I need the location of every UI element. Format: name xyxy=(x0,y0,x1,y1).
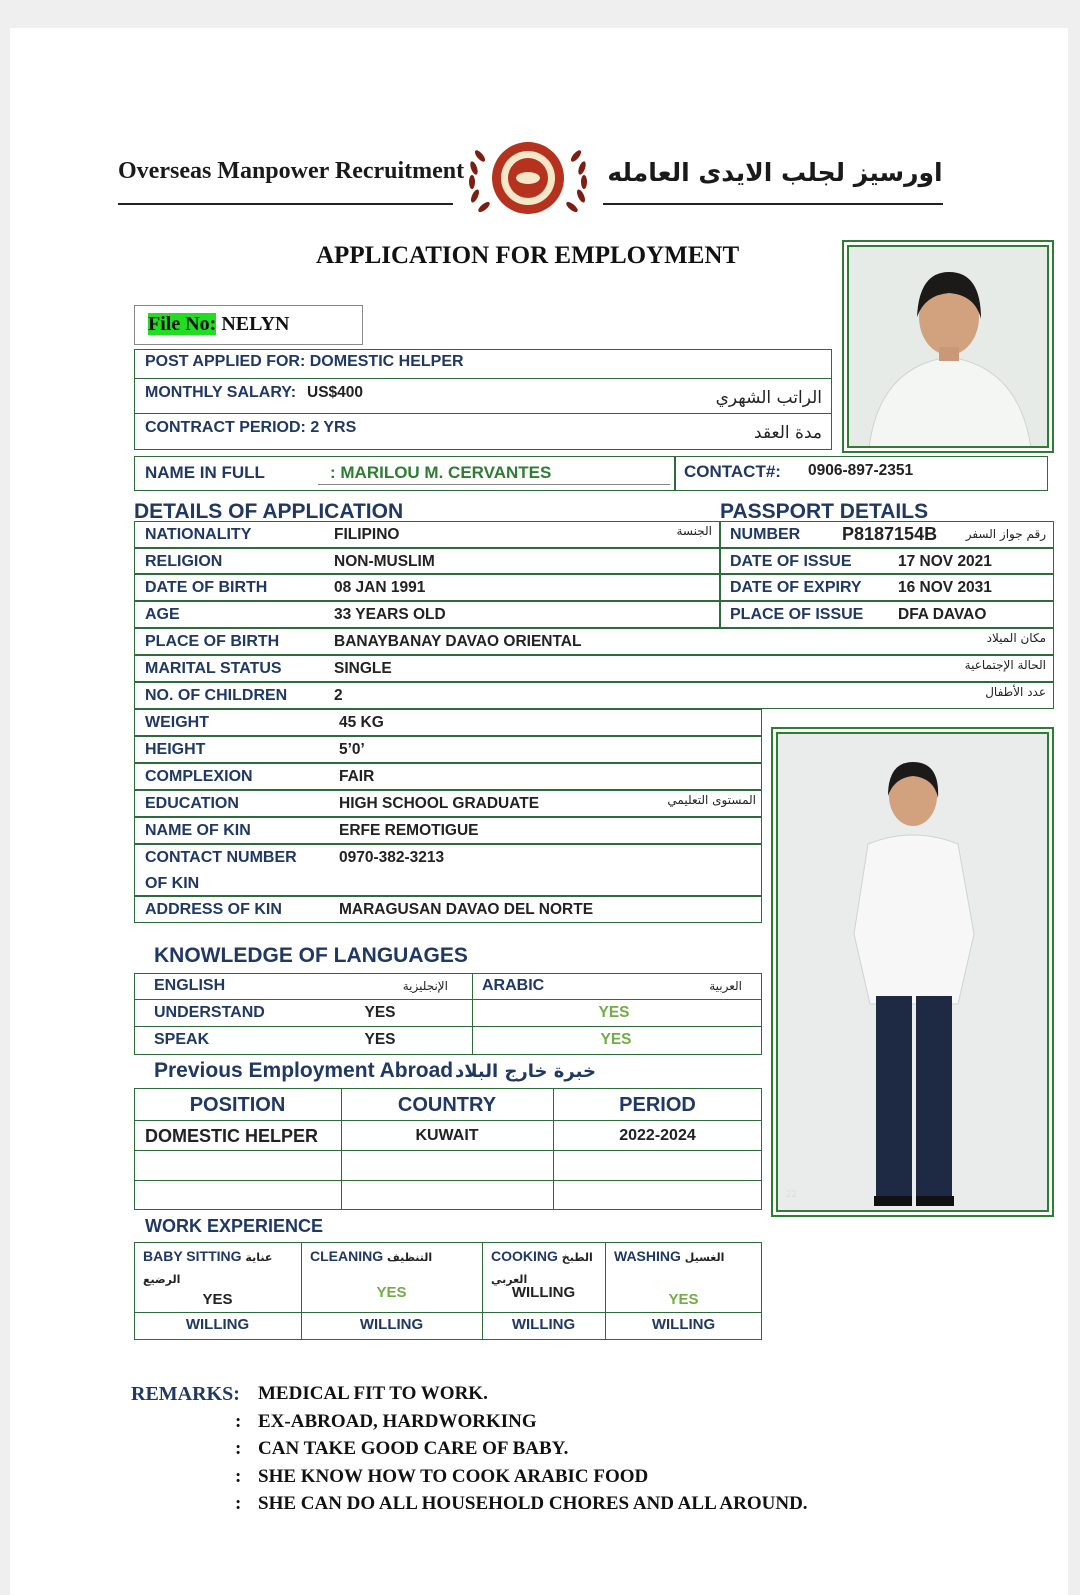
details-row-value: 08 JAN 1991 xyxy=(334,579,426,596)
remarks-colon: : xyxy=(235,1438,242,1459)
contact-label: CONTACT#: xyxy=(684,462,781,481)
work-cell-label: CLEANING xyxy=(310,1248,387,1264)
details-row-ar: مكان الميلاد xyxy=(986,631,1046,645)
work-cell-value: YES xyxy=(202,1291,233,1308)
post-applied: POST APPLIED FOR: DOMESTIC HELPER xyxy=(145,353,464,370)
work-cell-heading xyxy=(143,1246,296,1290)
passport-heading: PASSPORT DETAILS xyxy=(720,500,929,523)
remarks-colon: : xyxy=(235,1465,242,1487)
contact-value: 0906-897-2351 xyxy=(808,462,914,479)
prev-row-divider xyxy=(134,1150,762,1151)
work-row-divider xyxy=(134,1312,762,1313)
remarks-line: SHE KNOW HOW TO COOK ARABIC FOOD xyxy=(258,1465,649,1487)
details-row-label: ADDRESS OF KIN xyxy=(145,901,282,918)
details-row-ar: الحالة الإجتماعية xyxy=(964,658,1046,672)
work-cell-willing: WILLING xyxy=(185,1316,250,1333)
passport-row-value: 16 NOV 2031 xyxy=(898,579,992,596)
details-row-value: SINGLE xyxy=(334,660,392,677)
prev-header: PERIOD xyxy=(619,1094,696,1116)
prev-cell: DOMESTIC HELPER xyxy=(145,1126,319,1146)
lang-understand-english: YES xyxy=(364,1004,396,1021)
prev-cell: KUWAIT xyxy=(415,1127,479,1144)
work-cell-label: COOKING xyxy=(491,1248,562,1264)
work-experience-heading: WORK EXPERIENCE xyxy=(145,1216,324,1236)
passport-photo-image xyxy=(847,245,1049,448)
remarks-label: REMARKS: xyxy=(131,1383,240,1405)
details-row-label: PLACE OF BIRTH xyxy=(145,633,280,650)
details-row-label: RELIGION xyxy=(145,553,223,570)
remarks-colon: : xyxy=(235,1493,242,1514)
work-cell-label: BABY SITTING xyxy=(143,1248,246,1264)
work-cell-value: YES xyxy=(668,1291,699,1308)
work-cell-willing: WILLING xyxy=(511,1316,576,1333)
languages-heading: KNOWLEDGE OF LANGUAGES xyxy=(154,944,468,967)
lang-arabic: ARABIC xyxy=(482,977,545,994)
details-row-label: CONTACT NUMBER xyxy=(145,849,297,866)
work-cell-heading xyxy=(310,1246,477,1268)
salary-label: MONTHLY SALARY: xyxy=(145,384,297,401)
details-row-value: HIGH SCHOOL GRADUATE xyxy=(339,795,540,812)
prev-row-divider xyxy=(134,1180,762,1181)
details-row-label: NAME OF KIN xyxy=(145,822,251,839)
full-body-photo-image xyxy=(776,732,1049,1212)
prev-header: COUNTRY xyxy=(397,1094,497,1116)
prev-employment-heading: Previous Employment Abroad xyxy=(154,1059,454,1082)
details-row-label: MARITAL STATUS xyxy=(145,660,282,677)
details-row-ar: عدد الأطفال xyxy=(985,685,1046,699)
lang-speak-arabic: YES xyxy=(600,1031,632,1048)
file-no-label: File No: xyxy=(148,313,217,335)
details-row-label: WEIGHT xyxy=(145,714,209,731)
passport-row-ar: رقم جواز السفر xyxy=(965,527,1046,541)
details-row-label: NO. OF CHILDREN xyxy=(145,687,288,704)
work-cell-willing: WILLING xyxy=(651,1316,716,1333)
passport-row-value: DFA DAVAO xyxy=(898,606,987,623)
passport-row-label: PLACE OF ISSUE xyxy=(730,606,864,623)
details-row-value: NON-MUSLIM xyxy=(334,553,435,570)
details-row-label: HEIGHT xyxy=(145,741,206,758)
remarks-colon: : xyxy=(235,1410,242,1432)
lang-col-divider xyxy=(472,973,473,1055)
company-logo xyxy=(458,136,598,220)
passport-row-value: P8187154B xyxy=(842,524,938,544)
file-no-value: NELYN xyxy=(221,313,290,335)
details-heading: DETAILS OF APPLICATION xyxy=(134,500,404,523)
company-name-en: Overseas Manpower Recruitment xyxy=(118,158,465,184)
remarks-line: MEDICAL FIT TO WORK. xyxy=(258,1383,488,1404)
lang-divider-1 xyxy=(134,999,762,1000)
details-row-value: 45 KG xyxy=(339,714,384,731)
lang-speak-label: SPEAK xyxy=(154,1031,210,1048)
name-label: NAME IN FULL xyxy=(145,463,265,482)
details-row-value: 0970-382-3213 xyxy=(339,849,445,866)
name-value: : MARILOU M. CERVANTES xyxy=(330,463,552,482)
passport-row-label: DATE OF ISSUE xyxy=(730,553,852,570)
work-cell-value: YES xyxy=(376,1284,407,1301)
details-row xyxy=(134,709,762,736)
details-row-label: EDUCATION xyxy=(145,795,239,812)
photo-timestamp: 22 xyxy=(786,1189,798,1200)
name-underline xyxy=(318,484,670,485)
prev-row-divider xyxy=(134,1120,762,1121)
details-row-ar: الجنسة xyxy=(676,524,712,538)
lang-english-ar: الإنجليزية xyxy=(402,979,448,993)
salary-ar: الراتب الشهري xyxy=(715,388,822,408)
prev-header: POSITION xyxy=(189,1094,286,1116)
remarks-line: EX-ABROAD, HARDWORKING xyxy=(258,1410,537,1432)
prev-employment-ar: خبرة خارج البلاد xyxy=(455,1061,596,1082)
passport-row-label: DATE OF EXPIRY xyxy=(730,579,862,596)
work-cell-ar: الطبخ العربي xyxy=(491,1251,593,1286)
lang-understand-arabic: YES xyxy=(598,1004,630,1021)
details-row xyxy=(134,736,762,763)
post-divider-1 xyxy=(134,378,832,379)
details-row-label: DATE OF BIRTH xyxy=(145,579,268,596)
lang-english: ENGLISH xyxy=(154,977,226,994)
lang-arabic-ar: العربية xyxy=(709,979,742,993)
header-rule-left xyxy=(118,203,453,205)
work-cell-ar: عناية الرضيع xyxy=(143,1251,273,1286)
work-cell-value: WILLING xyxy=(511,1284,576,1301)
details-row-value: 2 xyxy=(334,687,343,704)
details-row-value: ERFE REMOTIGUE xyxy=(339,822,479,839)
details-row-label-2: OF KIN xyxy=(145,875,200,892)
details-row-ar: المستوى التعليمي xyxy=(667,793,756,807)
form-title: APPLICATION FOR EMPLOYMENT xyxy=(316,242,740,269)
contract-ar: مدة العقد xyxy=(754,423,822,443)
lang-speak-english: YES xyxy=(364,1031,396,1048)
remarks-line: SHE CAN DO ALL HOUSEHOLD CHORES AND ALL AROUND. xyxy=(258,1493,808,1514)
passport-row-label: NUMBER xyxy=(730,526,801,543)
salary-value: US$400 xyxy=(307,384,364,401)
details-row-value: BANAYBANAY DAVAO ORIENTAL xyxy=(334,633,582,650)
prev-cell: 2022-2024 xyxy=(619,1127,696,1144)
passport-photo xyxy=(842,240,1054,453)
details-row-label: AGE xyxy=(145,606,180,623)
post-divider-2 xyxy=(134,413,832,414)
lang-divider-2 xyxy=(134,1026,762,1027)
work-cell-label: WASHING xyxy=(614,1248,685,1264)
full-body-photo xyxy=(771,727,1054,1217)
details-row-value: FAIR xyxy=(339,768,375,785)
work-cell-ar: الغسيل xyxy=(684,1251,725,1264)
work-cell-willing: WILLING xyxy=(359,1316,424,1333)
contract-period: CONTRACT PERIOD: 2 YRS xyxy=(145,419,357,436)
remarks-line: CAN TAKE GOOD CARE OF BABY. xyxy=(258,1438,569,1459)
details-row-label: NATIONALITY xyxy=(145,526,252,543)
work-cell-heading xyxy=(614,1246,757,1268)
company-name-ar: اورسيز لجلب الايدى العامله xyxy=(607,158,943,187)
header-rule-right xyxy=(603,203,943,205)
details-row-value: 5’0’ xyxy=(339,741,365,758)
details-row-value: FILIPINO xyxy=(334,526,400,543)
work-cell-ar: التنظيف xyxy=(387,1251,433,1264)
lang-understand-label: UNDERSTAND xyxy=(154,1004,265,1021)
file-no xyxy=(148,313,290,336)
details-row-label: COMPLEXION xyxy=(145,768,253,785)
details-row-value: MARAGUSAN DAVAO DEL NORTE xyxy=(339,901,594,918)
details-row-value: 33 YEARS OLD xyxy=(334,606,446,623)
passport-row-value: 17 NOV 2021 xyxy=(898,553,992,570)
